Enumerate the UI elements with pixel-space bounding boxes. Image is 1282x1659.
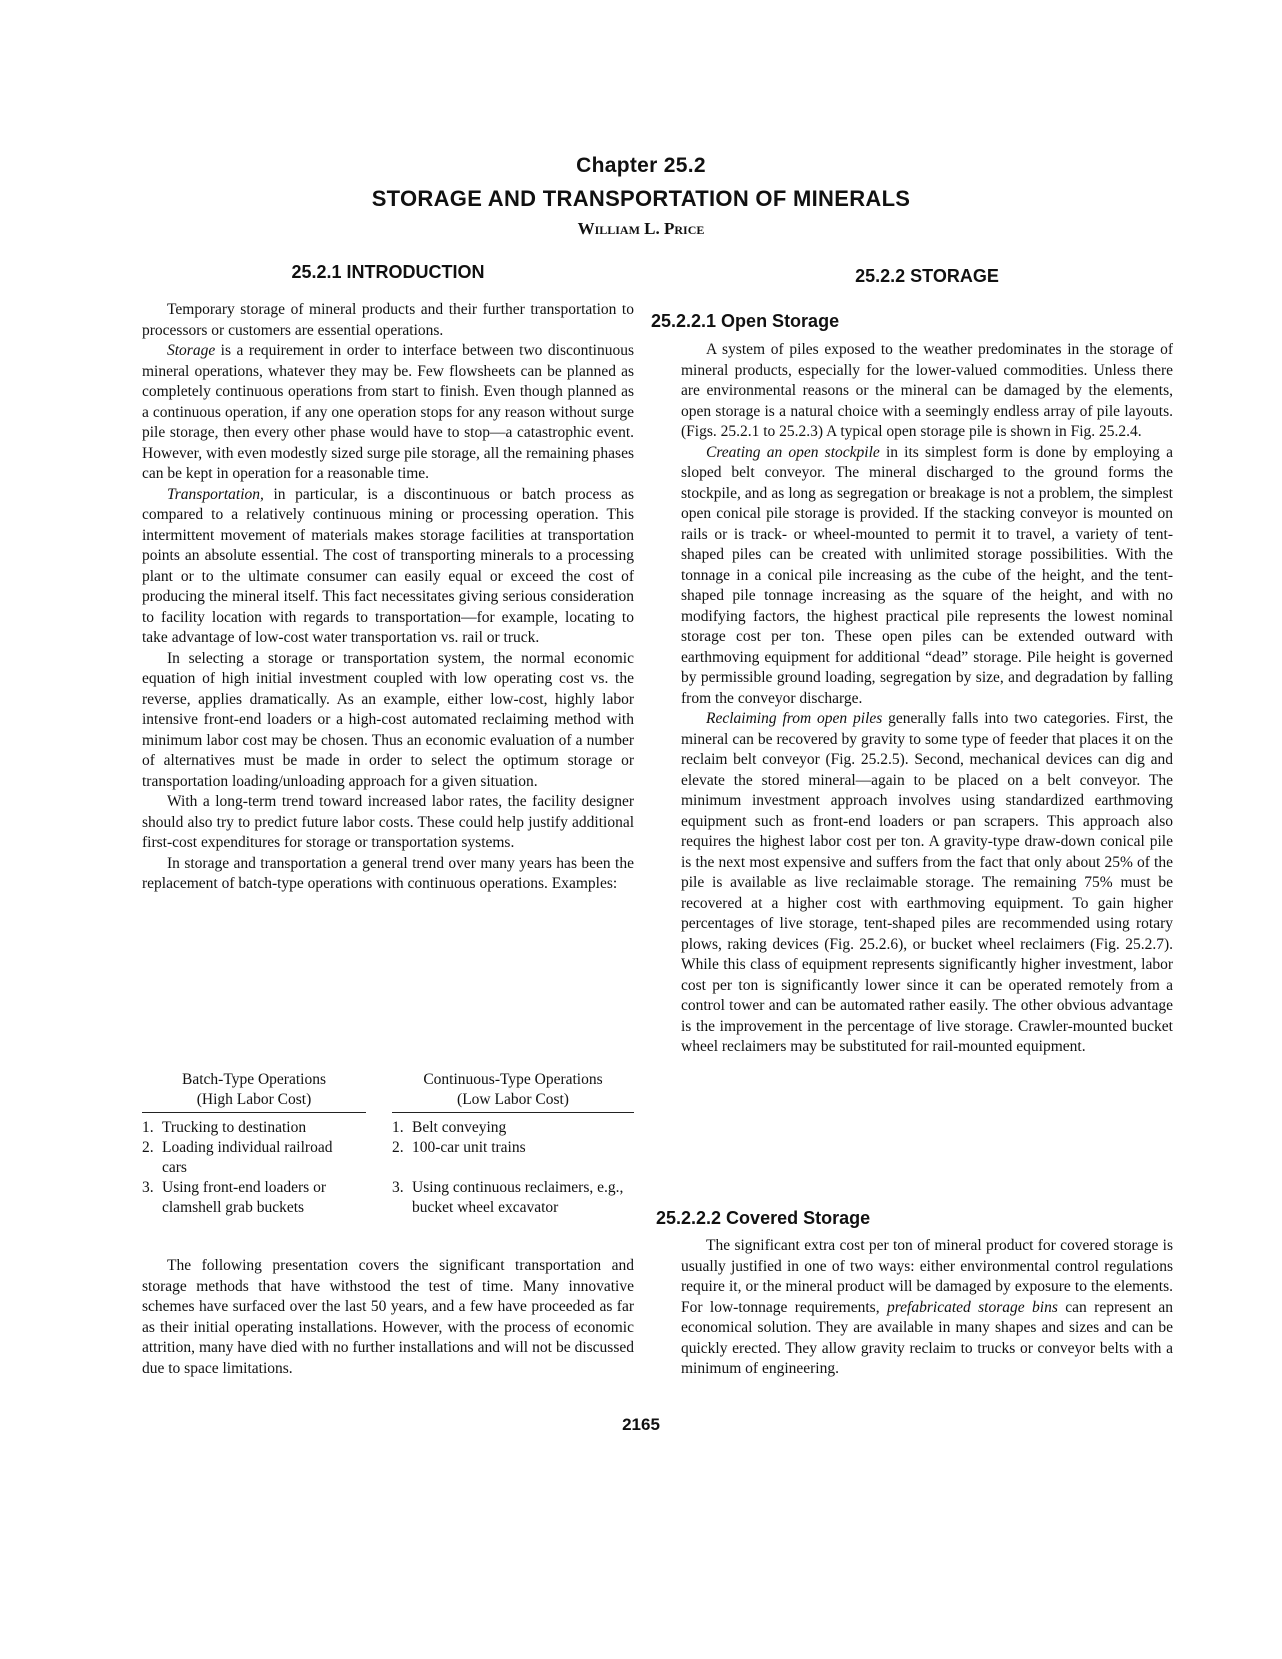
subsection-heading-open-storage: 25.2.2.1 Open Storage (651, 311, 840, 331)
paragraph: In storage and transportation a general trend over many years has been the replacement of batch-type operations with continuous operations. Examples: (142, 854, 634, 892)
paragraph: Transportation, in particular, is a discontinuous or batch process as compared to a relatively continuous mining or processing operation. This intermittent movement of materials makes storage facilities at transportation points an absolute essential. The cost of transporting minerals to a processing plant or to the ultimate consumer can easily equal or exceed the cost of producing the mineral itself. This fact necessitates giving serious consideration to facility location with regards to transportation—for example, locating to take advantage of low-cost water transportation vs. rail or truck. (142, 485, 634, 646)
paragraph: Temporary storage of mineral products and their further transportation to processors or customers are essential operations. (142, 301, 634, 339)
paragraph: Reclaiming from open piles generally falls into two categories. First, the mineral can be recovered by gravity to some type of feeder that places it on the reclaim belt conveyor (Fig. 25.2.5). Second, mechanical devices can dig and elevate the stored mineral—again to be placed on a belt conveyor. The minimum investment approach involves using standardized earthmoving equipment such as front-end loaders or pan scrapers. This approach also requires the highest labor cost per ton. A gravity-type draw-down conical pile is the next most expensive and suffers from the fact that only about 25% of the pile is available as live reclaimable storage. The remaining 75% must be recovered at a higher cost with earthmoving equipment. To gain higher percentages of live storage, tent-shaped piles are recommended using rotary plows, raking devices (Fig. 25.2.6), or bucket wheel reclaimers (Fig. 25.2.7). While this class of equipment represents significantly higher investment, labor cost per ton is significantly lower since it can be operated remotely from a control tower and can be automated rather easily. The other obvious advantage is the improvement in the percentage of live storage. Crawler-mounted bucket wheel reclaimers may be substituted for rail-mounted equipment. (681, 710, 1173, 1055)
table-header-continuous: Continuous-Type Operations (Low Labor Cost) (392, 1070, 634, 1113)
section-heading-introduction: 25.2.1 INTRODUCTION (291, 262, 485, 282)
chapter-number: Chapter 25.2 (576, 154, 706, 177)
introduction-text (142, 300, 634, 895)
emphasis-term: Reclaiming from open piles (706, 710, 883, 727)
chapter-title: STORAGE AND TRANSPORTATION OF MINERALS (371, 186, 911, 211)
author-name: William L. Price (577, 219, 705, 238)
paragraph: In selecting a storage or transportation system, the normal economic equation of high initial investment coupled with low operating cost vs. the reverse, applies dramatically. As an example, either low-cost, highly labor intensive front-end loaders or a high-cost automated reclaiming method with minimum labor cost may be chosen. Thus an economic evaluation of a number of alternatives must be made in order to select the optimum storage or transportation loading/unloading approach for a given situation. (142, 649, 634, 790)
paragraph: With a long-term trend toward increased labor rates, the facility designer should also try to predict future labor costs. These could help justify additional first-cost expenditures for storage or transportation systems. (142, 793, 634, 851)
paragraph: The significant extra cost per ton of mineral product for covered storage is usually justified in one of two ways: either environmental control regulations require it, or the mineral product will be damaged by exposure to the elements. For low-tonnage requirements, prefabricated storage bins can represent an economical solution. They are available in many shapes and sizes and can be quickly erected. They allow gravity reclaim to trucks or conveyor belts with a minimum of engineering. (681, 1237, 1173, 1377)
emphasis-term: Transportation, (167, 485, 264, 503)
table-row: 2. Loading individual railroad cars 2. 100-car unit trains (142, 1139, 526, 1176)
operations-table (142, 1070, 634, 1218)
table-row: 3. Using front-end loaders or clamshell grab buckets 3. Using continuous reclaimers, e.g., bucket wheel excavator (142, 1179, 624, 1216)
closing-text (142, 1256, 634, 1379)
table-row: 1. Trucking to destination 1. Belt conveying (142, 1119, 507, 1136)
table-header-batch: Batch-Type Operations (High Labor Cost) (142, 1070, 366, 1113)
page-number: 2165 (622, 1415, 660, 1434)
paragraph: Creating an open stockpile in its simplest form is done by employing a sloped belt conveyor. The mineral discharged to the ground forms the stockpile, and as long as segregation or breakage is not a problem, the simplest open conical pile storage is provided. If the stacking conveyor is mounted on rails or is track- or wheel-mounted to permit it to travel, a variety of tent-shaped piles can be created with unlimited storage possibilities. With the tonnage in a conical pile increasing as the cube of the height, and the tent-shaped pile tonnage increasing as the square of the height, and with no modifying factors, the highest practical pile represents the lowest nominal storage cost per ton. These open piles can be extended outward with earthmoving equipment for additional “dead” storage. Pile height is governed by permissible ground loading, segregation by size, and degradation by falling from the conveyor discharge. (681, 443, 1173, 707)
open-storage-text (681, 340, 1173, 1058)
covered-storage-text (681, 1236, 1173, 1380)
paragraph: The following presentation covers the significant transportation and storage methods that have withstood the test of time. Many innovative schemes have surfaced over the last 50 years, and a few have proceeded as far as their initial operating installations. However, with the process of economic attrition, many have died with no further installations and will not be discussed due to space limitations. (142, 1257, 634, 1377)
paragraph: Storage is a requirement in order to interface between two discontinuous mineral operations, whatever they may be. Few flowsheets can be planned as completely continuous operations from start to finish. Even though planned as a continuous operation, if any one operation stops for any reason without surge pile storage, then every other phase would have to stop—a catastrophic event. However, with even modestly sized surge pile storage, all the remaining phases can be kept in operation for a reasonable time. (142, 342, 634, 482)
subsection-heading-covered-storage: 25.2.2.2 Covered Storage (656, 1208, 871, 1228)
paragraph: A system of piles exposed to the weather predominates in the storage of mineral products, especially for the lower-valued commodities. Unless there are environmental reasons or the mineral can be damaged by the elements, open storage is a natural choice with a seemingly endless array of pile layouts. (Figs. 25.2.1 to 25.2.3) A typical open storage pile is shown in Fig. 25.2.4. (681, 341, 1173, 440)
emphasis-term: Creating an open stockpile (706, 443, 880, 461)
section-heading-storage: 25.2.2 STORAGE (855, 266, 999, 286)
emphasis-term: Storage (167, 342, 216, 359)
emphasis-term: prefabricated storage bins (886, 1298, 1058, 1316)
